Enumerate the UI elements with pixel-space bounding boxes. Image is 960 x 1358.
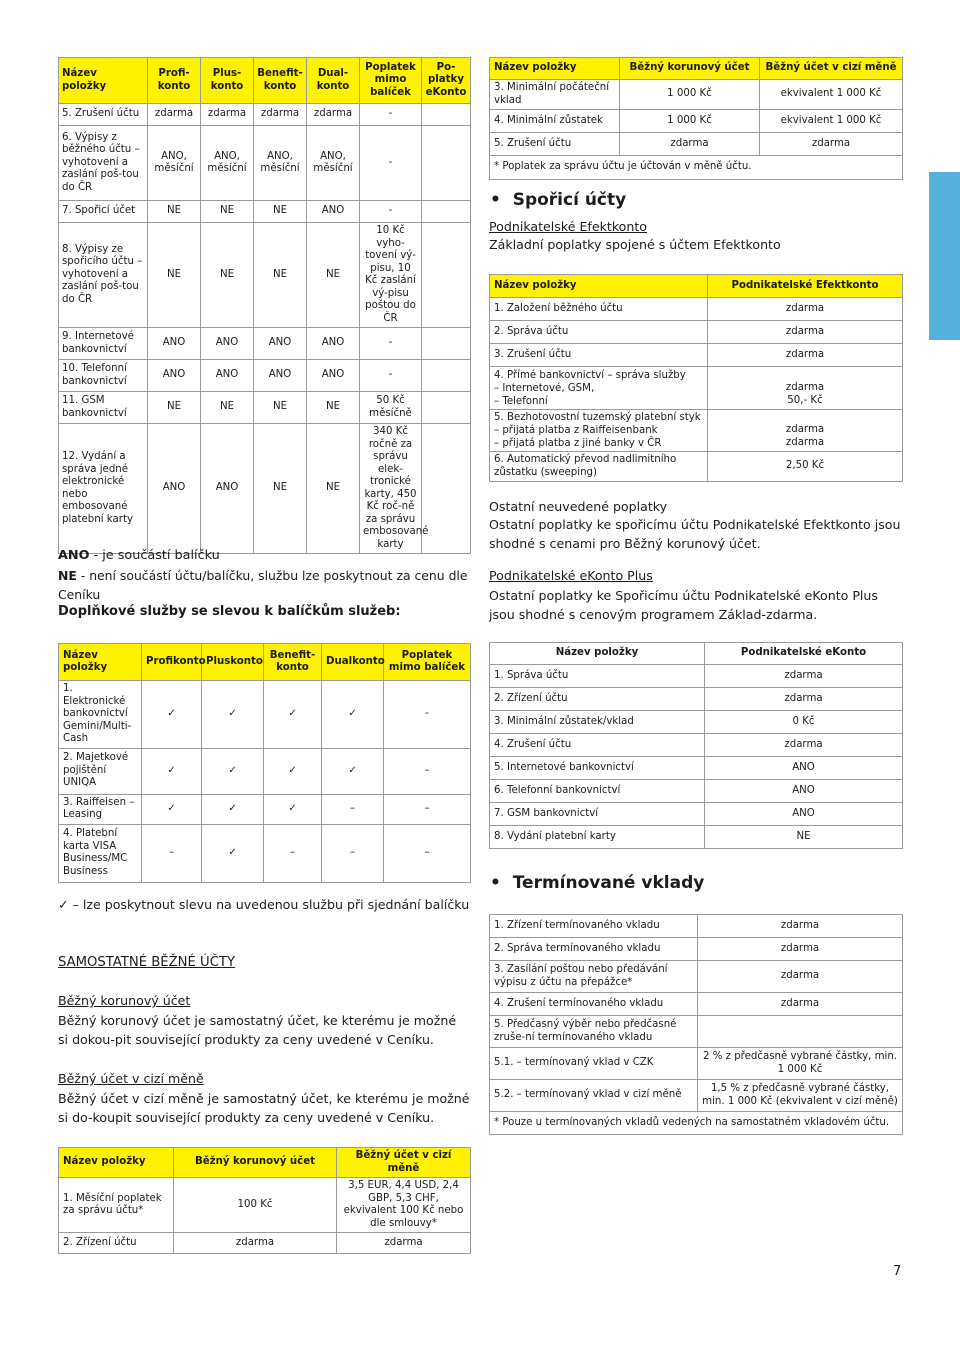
col-header: Profikonto (142, 644, 202, 681)
other-fees-title: Ostatní neuvedené poplatky (489, 499, 668, 514)
ekonto-header-row (490, 643, 903, 665)
table-row (490, 734, 903, 757)
cell: zdarma (174, 1233, 337, 1254)
table-row (59, 360, 471, 392)
cell: ANO, měsíční (148, 126, 201, 201)
cell: – (384, 748, 471, 794)
col-header: Běžný korunový účet (620, 58, 760, 80)
table-footnote-row (490, 156, 903, 180)
cell: ANO, měsíční (254, 126, 307, 201)
cell: 5. Zrušení účtu (490, 133, 620, 156)
cell: ANO (148, 360, 201, 392)
cell: zdarma (698, 938, 903, 961)
legend-ano (58, 547, 478, 566)
cell: ANO (254, 328, 307, 360)
cell: ekvivalent 1 000 Kč (760, 110, 903, 133)
col-header: Profi-konto (148, 58, 201, 104)
check-note-text: – lze poskytnout slevu na uvedenou službu při sjednání balíčku (68, 897, 470, 912)
check-icon: ✓ (264, 748, 322, 794)
col-header: Název položky (59, 58, 148, 104)
cell: ANO (307, 201, 360, 223)
legend-ano-key: ANO (58, 548, 90, 563)
cell: 10. Telefonní bankovnictví (59, 360, 148, 392)
table-row (490, 1016, 903, 1048)
cell (422, 328, 471, 360)
cell: ANO (201, 360, 254, 392)
term-deposits-table (489, 914, 903, 1135)
accounts-right-header-row (490, 58, 903, 80)
discount-header-row (59, 644, 471, 681)
cell: NE (254, 424, 307, 554)
col-header: Název položky (490, 643, 705, 665)
side-accent-bar (929, 172, 960, 340)
cell: ANO (201, 424, 254, 554)
ekonto-plus-title: Podnikatelské eKonto Plus (489, 568, 653, 583)
table-row (490, 110, 903, 133)
cell: ANO (705, 757, 903, 780)
table-row (490, 803, 903, 826)
cell (422, 104, 471, 126)
legend-ne (58, 567, 478, 604)
cell (422, 424, 471, 554)
table-row (490, 757, 903, 780)
legend-ne-key: NE (58, 568, 77, 583)
term-heading-text: Termínované vklady (512, 873, 705, 893)
cell: - (360, 360, 422, 392)
cell: NE (307, 392, 360, 424)
cell: NE (148, 392, 201, 424)
savings-heading-text: Spořicí účty (512, 190, 627, 210)
table-row (490, 80, 903, 110)
cell: 3. Zasílání poštou nebo předávání výpisu z účtu na přepážce* (490, 961, 698, 993)
cell: 5. Internetové bankovnictví (490, 757, 705, 780)
efekt-title: Podnikatelské Efektkonto (489, 219, 647, 234)
table-row (59, 201, 471, 223)
table-row (490, 938, 903, 961)
cell: 0 Kč (705, 711, 903, 734)
check-icon: ✓ (58, 897, 69, 912)
cell: 4. Přímé bankovnictví – správa služby – Internetové, GSM, – Telefonní (490, 367, 708, 410)
cell (422, 201, 471, 223)
ekonto-plus-text: Ostatní poplatky ke Spořicímu účtu Podnikatelské eKonto Plus jsou shodné s cenovým programem Základ-zdarma. (489, 588, 878, 622)
standalone-heading: SAMOSTATNÉ BĚŽNÉ ÚČTY (58, 955, 236, 970)
cell: 1 000 Kč (620, 80, 760, 110)
cell: 340 Kč ročně za správu elek-tronické karty, 450 Kč roč-ně za správu embosované karty (360, 424, 422, 554)
cell: 50 Kč měsíčně (360, 392, 422, 424)
cell: 9. Internetové bankovnictví (59, 328, 148, 360)
table-row (490, 452, 903, 482)
cell: ANO (705, 780, 903, 803)
table-row (490, 688, 903, 711)
cell: - (360, 201, 422, 223)
cell: 4. Zrušení účtu (490, 734, 705, 757)
cell: 6. Automatický převod nadlimitního zůstatku (sweeping) (490, 452, 708, 482)
term-heading (490, 873, 704, 893)
table-row (490, 298, 903, 321)
cell: 5. Předčasný výběr nebo předčasné zruše-ní termínovaného vkladu (490, 1016, 698, 1048)
col-header: Název položky (59, 1148, 174, 1178)
table-row (59, 1233, 471, 1254)
table-row (490, 1080, 903, 1112)
efektkonto-table (489, 274, 903, 482)
col-header: Poplatek mimo balíček (360, 58, 422, 104)
packages-table (58, 57, 471, 554)
cell: 4. Minimální zůstatek (490, 110, 620, 133)
cell: zdarma (708, 321, 903, 344)
cell: 3. Minimální počáteční vklad (490, 80, 620, 110)
cell: zdarma (698, 961, 903, 993)
table-row (59, 126, 471, 201)
cell: 1. Správa účtu (490, 665, 705, 688)
check-icon: ✓ (142, 748, 202, 794)
ekonto-table (489, 642, 903, 849)
cell: - (360, 328, 422, 360)
cell: zdarma (307, 104, 360, 126)
col-header: Podnikatelské eKonto (705, 643, 903, 665)
cell: 4. Platební karta VISA Business/MC Business (59, 824, 142, 882)
check-icon: ✓ (264, 794, 322, 824)
check-icon: ✓ (202, 681, 264, 749)
footnote: * Poplatek za správu účtu je účtován v měně účtu. (490, 156, 903, 180)
cell: zdarma zdarma (708, 410, 903, 452)
cell: NE (201, 201, 254, 223)
cell (422, 392, 471, 424)
col-header: Plus-konto (201, 58, 254, 104)
cell: zdarma 50,- Kč (708, 367, 903, 410)
cell: 11. GSM bankovnictví (59, 392, 148, 424)
cell: 2,50 Kč (708, 452, 903, 482)
cell: NE (307, 424, 360, 554)
table-row (490, 780, 903, 803)
cell: – (322, 794, 384, 824)
cell: ANO, měsíční (307, 126, 360, 201)
col-header: Běžný účet v cizí měně (760, 58, 903, 80)
cell: 8. Výpisy ze spořicího účtu – vyhotovení a zaslání poš-tou do ČR (59, 223, 148, 328)
cell: 2. Majetkové pojištění UNIQA (59, 748, 142, 794)
table-row (59, 681, 471, 749)
cell: NE (254, 392, 307, 424)
col-header: Běžný účet v cizí měně (337, 1148, 471, 1178)
discount-heading: Doplňkové služby se slevou k balíčkům služeb: (58, 604, 401, 619)
table-row (490, 826, 903, 849)
table-row (59, 223, 471, 328)
table-row (490, 1048, 903, 1080)
col-header: Dualkonto (322, 644, 384, 681)
table-row (490, 961, 903, 993)
col-header: Podnikatelské Efektkonto (708, 275, 903, 298)
cell: ANO (705, 803, 903, 826)
cell: 12. Vydání a správa jedné elektronické nebo embosované platební karty (59, 424, 148, 554)
cell: zdarma (760, 133, 903, 156)
cell: zdarma (254, 104, 307, 126)
cell: NE (201, 392, 254, 424)
table-row (490, 133, 903, 156)
packages-header-row (59, 58, 471, 104)
cell: ANO (201, 328, 254, 360)
cell: 2. Zřízení účtu (490, 688, 705, 711)
table-row (59, 104, 471, 126)
cell: zdarma (708, 344, 903, 367)
table-row (59, 1178, 471, 1233)
efekt-subtitle: Základní poplatky spojené s účtem Efektkonto (489, 237, 781, 252)
cell: - (384, 681, 471, 749)
cell: 2. Zřízení účtu (59, 1233, 174, 1254)
bullet-icon: • (490, 190, 513, 210)
cell: 4. Zrušení termínovaného vkladu (490, 993, 698, 1016)
table-row (490, 367, 903, 410)
cell (422, 223, 471, 328)
check-icon: ✓ (322, 748, 384, 794)
cell: – (264, 824, 322, 882)
fx-account-title: Běžný účet v cizí měně (58, 1071, 204, 1086)
cell: NE (254, 201, 307, 223)
check-icon: ✓ (202, 824, 264, 882)
czk-account-text: Běžný korunový účet je samostatný účet, ke kterému je možné si dokou-pit související produkty za ceny uvedené v Ceníku. (58, 1013, 457, 1047)
other-fees-text: Ostatní poplatky ke spořicímu účtu Podnikatelské Efektkonto jsou shodné s cenami pro Běžný korunový účet. (489, 517, 901, 551)
cell: ANO (254, 360, 307, 392)
efektkonto-header-row (490, 275, 903, 298)
cell: 2. Správa účtu (490, 321, 708, 344)
cell: – (142, 824, 202, 882)
cell: zdarma (708, 298, 903, 321)
cell: NE (201, 223, 254, 328)
cell: 2 % z předčasně vybrané částky, min. 1 000 Kč (698, 1048, 903, 1080)
col-header: Dual-konto (307, 58, 360, 104)
cell: 3,5 EUR, 4,4 USD, 2,4 GBP, 5,3 CHF, ekvivalent 100 Kč nebo dle smlouvy* (337, 1178, 471, 1233)
cell: 3. Zrušení účtu (490, 344, 708, 367)
cell: ANO (307, 328, 360, 360)
table-row (490, 915, 903, 938)
table-row (59, 824, 471, 882)
bullet-icon: • (490, 873, 513, 893)
col-header: Běžný korunový účet (174, 1148, 337, 1178)
cell: ANO, měsíční (201, 126, 254, 201)
cell: 1. Měsíční poplatek za správu účtu* (59, 1178, 174, 1233)
cell: 5. Zrušení účtu (59, 104, 148, 126)
col-header: Po-platky eKonto (422, 58, 471, 104)
legend-ano-text: - je součástí balíčku (89, 548, 220, 563)
fx-account-text: Běžný účet v cizí měně je samostatný účet, ke kterému je možné si do-koupit související produkty za ceny uvedené v Ceníku. (58, 1091, 470, 1125)
table-row (490, 321, 903, 344)
cell: 6. Telefonní bankovnictví (490, 780, 705, 803)
cell: 6. Výpisy z běžného účtu – vyhotovení a zaslání poš-tou do ČR (59, 126, 148, 201)
table-row (59, 748, 471, 794)
cell: NE (307, 223, 360, 328)
table-row (490, 711, 903, 734)
table-footnote-row (490, 1112, 903, 1135)
cell: 7. GSM bankovnictví (490, 803, 705, 826)
cell: 3. Raiffeisen – Leasing (59, 794, 142, 824)
cell: - (360, 104, 422, 126)
cell: ANO (148, 328, 201, 360)
table-row (59, 424, 471, 554)
cell: ANO (307, 360, 360, 392)
cell: 1,5 % z předčasně vybrané částky, min. 1 000 Kč (ekvivalent v cizí měně) (698, 1080, 903, 1112)
cell: zdarma (698, 915, 903, 938)
cell: 1. Založení běžného účtu (490, 298, 708, 321)
cell: NE (148, 201, 201, 223)
col-header: Benefit-konto (264, 644, 322, 681)
cell: 3. Minimální zůstatek/vklad (490, 711, 705, 734)
accounts-left-table (58, 1147, 471, 1254)
savings-heading (490, 190, 626, 210)
accounts-right-table (489, 57, 903, 180)
cell: 1. Elektronické bankovnictví Gemini/Multi-Cash (59, 681, 142, 749)
discount-table (58, 643, 471, 883)
cell: NE (705, 826, 903, 849)
cell: - (360, 126, 422, 201)
col-header: Poplatek mimo balíček (384, 644, 471, 681)
table-row (59, 328, 471, 360)
cell: – (322, 824, 384, 882)
table-row (59, 392, 471, 424)
page-number: 7 (893, 1264, 902, 1279)
cell: 2. Správa termínovaného vkladu (490, 938, 698, 961)
cell: 1. Zřízení termínovaného vkladu (490, 915, 698, 938)
check-icon: ✓ (202, 748, 264, 794)
col-header: Benefit-konto (254, 58, 307, 104)
cell: 8. Vydání platební karty (490, 826, 705, 849)
cell: NE (148, 223, 201, 328)
cell: ekvivalent 1 000 Kč (760, 80, 903, 110)
cell: zdarma (705, 734, 903, 757)
cell: zdarma (705, 665, 903, 688)
cell: zdarma (148, 104, 201, 126)
czk-account-title: Běžný korunový účet (58, 993, 191, 1008)
table-row (490, 410, 903, 452)
cell: 1 000 Kč (620, 110, 760, 133)
cell (422, 126, 471, 201)
cell: 5. Bezhotovostní tuzemský platební styk – přijatá platba z Raiffeisenbank – přijatá platba z jiné banky v ČR (490, 410, 708, 452)
check-icon: ✓ (142, 794, 202, 824)
cell: – (384, 824, 471, 882)
col-header: Název položky (59, 644, 142, 681)
cell: – (384, 794, 471, 824)
table-row (59, 794, 471, 824)
legend-ne-text: - není součástí účtu/balíčku, službu lze poskytnout za cenu dle Ceníku (58, 568, 468, 602)
check-icon: ✓ (142, 681, 202, 749)
check-icon: ✓ (264, 681, 322, 749)
col-header: Název položky (490, 58, 620, 80)
cell (422, 360, 471, 392)
check-note (58, 896, 478, 915)
cell: 5.2. – termínovaný vklad v cizí měně (490, 1080, 698, 1112)
col-header: Pluskonto (202, 644, 264, 681)
cell: 100 Kč (174, 1178, 337, 1233)
accounts-left-header-row (59, 1148, 471, 1178)
table-row (490, 344, 903, 367)
cell: zdarma (620, 133, 760, 156)
cell: zdarma (705, 688, 903, 711)
check-icon: ✓ (202, 794, 264, 824)
cell: NE (254, 223, 307, 328)
cell: 7. Spořicí účet (59, 201, 148, 223)
col-header: Název položky (490, 275, 708, 298)
cell: ANO (148, 424, 201, 554)
cell (698, 1016, 903, 1048)
cell: zdarma (337, 1233, 471, 1254)
footnote: * Pouze u termínovaných vkladů vedených na samostatném vkladovém účtu. (490, 1112, 903, 1135)
cell: zdarma (698, 993, 903, 1016)
table-row (490, 993, 903, 1016)
table-row (490, 665, 903, 688)
cell: 10 Kč vyho-tovení vý-pisu, 10 Kč zaslání vý-pisu poštou do ČR (360, 223, 422, 328)
cell: zdarma (201, 104, 254, 126)
check-icon: ✓ (322, 681, 384, 749)
cell: 5.1. – termínovaný vklad v CZK (490, 1048, 698, 1080)
